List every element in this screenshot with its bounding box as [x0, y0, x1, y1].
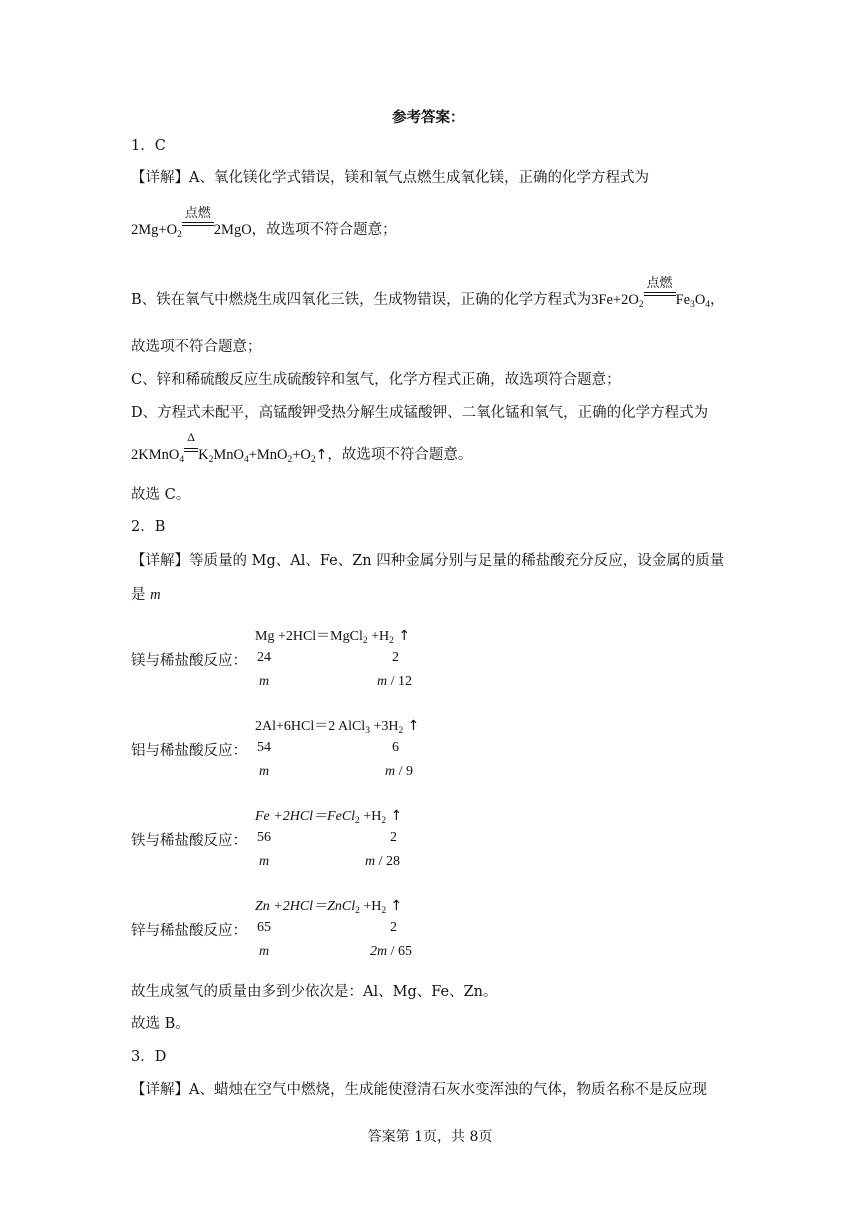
metal-mass: m	[259, 674, 270, 689]
h2-mass	[365, 854, 400, 870]
relative-mass-h2: 2	[390, 830, 397, 845]
reaction-equation	[255, 715, 419, 735]
q1-equation-d	[131, 430, 473, 465]
eq-a-sub: 2	[177, 230, 182, 240]
q2-conclusion: 故选 B。	[131, 1016, 190, 1032]
eq-d-sub: 2	[208, 455, 214, 465]
q1-text-b: B、铁在氧气中燃烧生成四氧化三铁，生成物错误，正确的化学方程式为	[131, 292, 592, 308]
eq-d-sub: 4	[179, 455, 185, 465]
eq-a-product: 2MgO	[213, 222, 252, 238]
q1-equation-a	[131, 205, 397, 240]
q3-number: 3．D	[131, 1049, 167, 1065]
q2-detail: 【详解】等质量的 Mg、Al、Fe、Zn 四种金属分别与足量的稀盐酸充分反应，设金属的质量	[131, 553, 725, 569]
condition-label: 点燃	[184, 205, 211, 220]
eq-a-condition	[182, 205, 214, 232]
relative-mass-metal: 56	[257, 830, 271, 845]
h2-mass-divisor: / 12	[387, 674, 413, 689]
q2-number: 2．B	[131, 519, 166, 535]
condition-label: 点燃	[646, 275, 673, 290]
eq-sub: 3	[365, 726, 370, 736]
q1-detail-b	[131, 275, 725, 310]
reaction-equation	[255, 805, 402, 825]
q1-detail-b2: 故选项不符合题意；	[131, 339, 262, 355]
page-footer: 答案第 1页，共 8页	[367, 1129, 493, 1145]
eq-b-sub-4: 4	[705, 300, 711, 310]
eq-part: Mg +2HCl＝MgCl	[255, 629, 363, 644]
q3-detail: 【详解】A、蜡烛在空气中燃烧，生成能使澄清石灰水变浑浊的气体，物质名称不是反应现	[131, 1082, 707, 1098]
eq-part: Fe +2HCl＝FeCl	[255, 809, 356, 824]
q1-equation-b	[591, 275, 711, 310]
eq-b-reactants: 3Fe+2O	[591, 292, 639, 308]
reaction-label: 铝与稀盐酸反应：	[131, 743, 247, 759]
relative-mass-h2: 6	[392, 740, 399, 755]
eq-d-sub: 2	[287, 455, 293, 465]
q1-detail-d: D、方程式未配平，高锰酸钾受热分解生成锰酸钾、二氧化锰和氧气，正确的化学方程式为	[131, 405, 709, 421]
eq-b-sub: 2	[638, 300, 644, 310]
relative-mass-metal: 65	[257, 920, 271, 935]
h2-mass	[370, 944, 412, 960]
eq-d-sub: 2	[310, 455, 316, 465]
page-title: 参考答案：	[392, 109, 465, 126]
variable-m: m	[150, 587, 161, 603]
eq-a-tail: ，故选项不符合题意；	[251, 222, 397, 238]
eq-d-sub: 4	[243, 455, 249, 465]
eq-b-product: Fe	[675, 292, 691, 308]
eq-d-part: K	[198, 447, 209, 463]
eq-sub: 2	[355, 906, 360, 916]
eq-sub: 2	[355, 816, 360, 826]
delta-label: Δ	[187, 430, 195, 444]
q1-conclusion: 故选 C。	[131, 487, 191, 503]
eq-d-part: +MnO	[248, 447, 288, 463]
reaction-label: 铁与稀盐酸反应：	[131, 833, 247, 849]
eq-b-condition	[644, 275, 676, 302]
eq-d-part: +O	[292, 447, 311, 463]
eq-b-tail: ，	[710, 292, 725, 308]
reaction-label: 镁与稀盐酸反应：	[131, 653, 247, 669]
gas-arrow-icon: ↑	[315, 447, 328, 463]
eq-d-part: MnO	[213, 447, 244, 463]
relative-mass-metal: 24	[257, 650, 271, 665]
q2-detail-2	[131, 585, 161, 605]
eq-part: Zn +2HCl＝ZnCl	[255, 899, 356, 914]
reaction-equation	[255, 895, 402, 915]
h2-mass-var: m	[365, 854, 376, 869]
relative-mass-h2: 2	[392, 650, 399, 665]
double-equals-sign	[184, 448, 198, 452]
eq-sub: 2	[389, 636, 394, 646]
gas-arrow-icon: ↑	[403, 718, 420, 734]
eq-part: 2Al+6HCl＝2 AlCl	[255, 719, 366, 734]
eq-b-sub-3: 3	[690, 300, 695, 310]
eq-d-tail: ，故选项不符合题意。	[327, 447, 473, 463]
h2-mass	[385, 764, 413, 780]
eq-sub: 2	[381, 816, 387, 826]
reaction-label: 锌与稀盐酸反应：	[131, 923, 247, 939]
h2-mass-var: m	[385, 764, 396, 779]
q1-detail-c: C、锌和稀硫酸反应生成硫酸锌和氢气，化学方程式正确，故选项符合题意；	[131, 372, 621, 388]
h2-mass-var: 2m	[370, 944, 388, 959]
eq-d-condition	[184, 430, 198, 457]
eq-part: +3H	[369, 719, 399, 734]
relative-mass-h2: 2	[390, 920, 397, 935]
reaction-equation	[255, 625, 410, 645]
h2-mass-divisor: / 9	[395, 764, 414, 779]
metal-mass: m	[259, 944, 270, 959]
gas-arrow-icon: ↑	[386, 808, 403, 824]
h2-mass	[377, 674, 412, 690]
eq-part: +H	[359, 809, 382, 824]
metal-mass: m	[259, 764, 270, 779]
q2-summary: 故生成氢气的质量由多到少依次是：Al、Mg、Fe、Zn。	[131, 984, 498, 1000]
gas-arrow-icon: ↑	[393, 628, 411, 644]
eq-sub: 2	[362, 636, 368, 646]
h2-mass-var: m	[377, 674, 388, 689]
double-equals-sign	[182, 222, 214, 226]
q1-detail-a: 【详解】A、氧化镁化学式错误，镁和氧气点燃生成氧化镁，正确的化学方程式为	[131, 170, 649, 186]
eq-a-reactants: 2Mg+O	[131, 222, 178, 238]
eq-part: +H	[367, 629, 390, 644]
eq-d-part: 2KMnO	[131, 447, 180, 463]
relative-mass-metal: 54	[257, 740, 271, 755]
eq-part: +H	[359, 899, 382, 914]
h2-mass-divisor: / 28	[375, 854, 401, 869]
eq-sub: 2	[398, 726, 404, 736]
double-equals-sign	[644, 292, 676, 296]
eq-b-product-o: O	[694, 292, 706, 308]
gas-arrow-icon: ↑	[386, 898, 403, 914]
q2-detail-2-text: 是	[131, 587, 151, 603]
eq-sub: 2	[381, 906, 387, 916]
h2-mass-divisor: / 65	[387, 944, 413, 959]
q1-number: 1．C	[131, 138, 166, 154]
metal-mass: m	[259, 854, 270, 869]
